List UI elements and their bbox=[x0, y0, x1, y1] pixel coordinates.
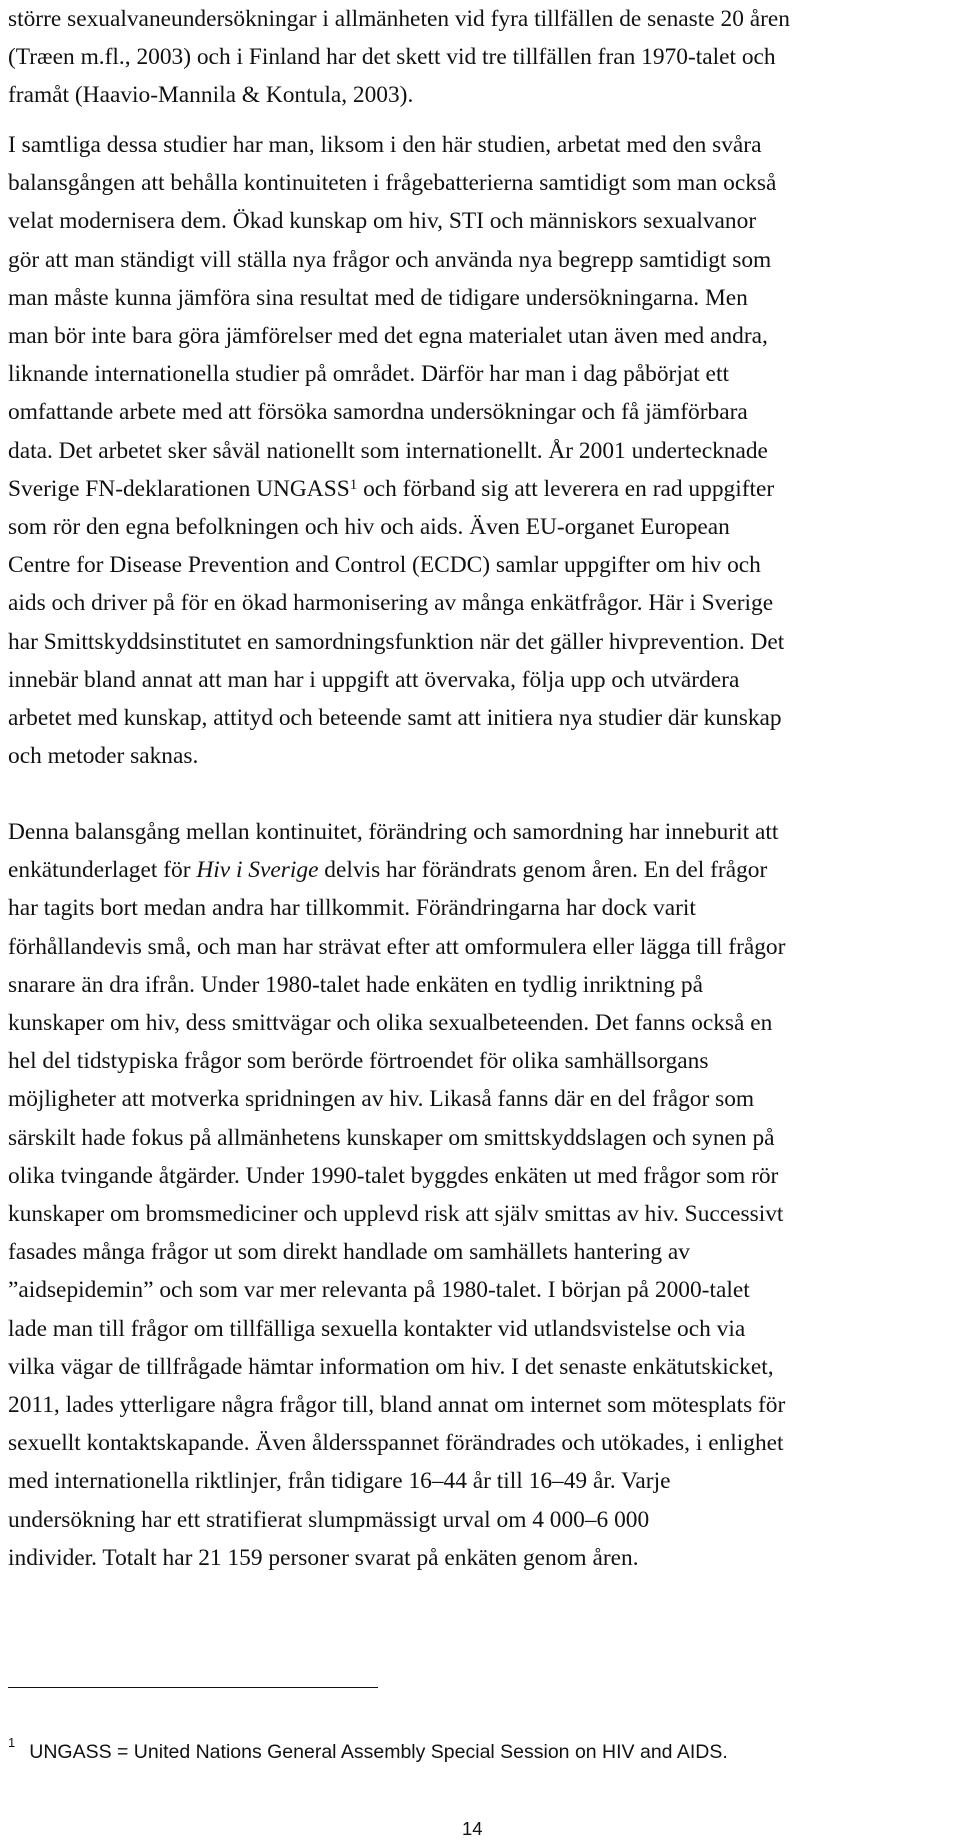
text-line: framåt (Haavio-Mannila & Kontula, 2003). bbox=[8, 82, 414, 109]
text-line: balansgången att behålla kontinuiteten i frågebatterierna samtidigt som man också bbox=[8, 170, 777, 197]
text-line: omfattande arbete med att försöka samordna undersökningar och få jämförbara bbox=[8, 399, 748, 426]
text-line: med internationella riktlinjer, från tidigare 16–44 år till 16–49 år. Varje bbox=[8, 1468, 671, 1495]
text-line: hel del tidstypiska frågor som berörde förtroendet för olika samhällsorgans bbox=[8, 1048, 709, 1075]
text-line-with-footnote bbox=[8, 470, 948, 508]
text-segment: delvis har förändrats genom åren. En del frågor bbox=[318, 857, 768, 884]
text-line: fasades många frågor ut som direkt handlade om samhällets hantering av bbox=[8, 1239, 691, 1266]
text-segment: enkätunderlaget för bbox=[8, 857, 197, 884]
page-number: 14 bbox=[462, 1818, 483, 1839]
footnote-divider bbox=[8, 1687, 378, 1688]
text-line: aids och driver på för en ökad harmonisering av många enkätfrågor. Här i Sverige bbox=[8, 590, 774, 617]
text-line: arbetet med kunskap, attityd och beteende samt att initiera nya studier där kunskap bbox=[8, 705, 782, 732]
paragraph-1 bbox=[8, 0, 948, 115]
text-line: I samtliga dessa studier har man, liksom i den här studien, arbetat med den svåra bbox=[8, 132, 762, 158]
text-line: gör att man ständigt vill ställa nya frågor och använda nya begrepp samtidigt som bbox=[8, 246, 772, 273]
text-line: som rör den egna befolkningen och hiv och aids. Även EU-organet European bbox=[8, 514, 730, 541]
text-segment: och förband sig att leverera en rad uppgifter bbox=[357, 475, 775, 502]
text-line: vilka vägar de tillfrågade hämtar information om hiv. I det senaste enkätutskicket, bbox=[8, 1353, 774, 1380]
text-line: man bör inte bara göra jämförelser med det egna materialet utan även med andra, bbox=[8, 323, 768, 350]
text-line: särskilt hade fokus på allmänhetens kunskaper om smittskyddslagen och synen på bbox=[8, 1124, 775, 1151]
text-line: (Træen m.fl., 2003) och i Finland har det skett vid tre tillfällen fran 1970-talet och bbox=[8, 44, 776, 71]
text-line: olika tvingande åtgärder. Under 1990-talet byggdes enkäten ut med frågor som rör bbox=[8, 1162, 779, 1189]
paragraph-3 bbox=[8, 813, 948, 1577]
text-line: har tagits bort medan andra har tillkommit. Förändringarna har dock varit bbox=[8, 895, 696, 922]
text-line: har Smittskyddsinstitutet en samordningsfunktion när det gäller hivprevention. Det bbox=[8, 628, 785, 655]
text-line: individer. Totalt har 21 159 personer svarat på enkäten genom åren. bbox=[8, 1544, 639, 1571]
text-line: kunskaper om bromsmediciner och upplevd risk att själv smittas av hiv. Successivt bbox=[8, 1201, 784, 1228]
text-line: möjligheter att motverka spridningen av hiv. Likaså fanns där en del frågor som bbox=[8, 1086, 755, 1113]
text-line: data. Det arbetet sker såväl nationellt som internationellt. År 2001 undertecknade bbox=[8, 437, 768, 464]
text-line-with-title bbox=[8, 851, 948, 889]
text-line: förhållandevis små, och man har strävat efter att omformulera eller lägga till frågor bbox=[8, 933, 786, 960]
text-line: liknande internationella studier på området. Därför har man i dag påbörjat ett bbox=[8, 361, 729, 388]
text-line: 2011, lades ytterligare några frågor till, bland annat om internet som mötesplats för bbox=[8, 1392, 786, 1419]
text-line: man måste kunna jämföra sina resultat med de tidigare undersökningarna. Men bbox=[8, 284, 748, 311]
text-line: ”aidsepidemin” och som var mer relevanta på 1980-talet. I början på 2000-talet bbox=[8, 1277, 750, 1304]
text-segment: Sverige FN-deklarationen UNGASS bbox=[8, 475, 350, 502]
text-line: lade man till frågor om tillfälliga sexuella kontakter vid utlandsvistelse och via bbox=[8, 1315, 746, 1342]
text-line: sexuellt kontaktskapande. Även åldersspannet förändrades och utökades, i enlighet bbox=[8, 1430, 784, 1457]
text-line: innebär bland annat att man har i uppgift att övervaka, följa upp och utvärdera bbox=[8, 666, 740, 693]
text-line: kunskaper om hiv, dess smittvägar och olika sexualbeteenden. Det fanns också en bbox=[8, 1010, 773, 1037]
footnote-mark: 1 bbox=[8, 1735, 16, 1750]
footnote-text: UNGASS = United Nations General Assembly Special Session on HIV and AIDS. bbox=[29, 1741, 728, 1763]
footnote bbox=[8, 1735, 948, 1766]
report-title: Hiv i Sverige bbox=[196, 857, 319, 884]
text-line: Denna balansgång mellan kontinuitet, förändring och samordning har inneburit att bbox=[8, 819, 779, 845]
text-line: större sexualvaneundersökningar i allmänheten vid fyra tillfällen de senaste 20 åren bbox=[8, 6, 790, 32]
text-line: och metoder saknas. bbox=[8, 743, 199, 770]
text-line: velat modernisera dem. Ökad kunskap om hiv, STI och människors sexualvanor bbox=[8, 208, 757, 235]
text-line: Centre for Disease Prevention and Control (ECDC) samlar uppgifter om hiv och bbox=[8, 552, 761, 579]
text-line: undersökning har ett stratifierat slumpmässigt urval om 4 000–6 000 bbox=[8, 1506, 650, 1533]
footnote-reference[interactable]: 1 bbox=[349, 476, 358, 493]
paragraph-2 bbox=[8, 126, 948, 775]
text-line: snarare än dra ifrån. Under 1980-talet hade enkäten en tydlig inriktning på bbox=[8, 971, 703, 998]
